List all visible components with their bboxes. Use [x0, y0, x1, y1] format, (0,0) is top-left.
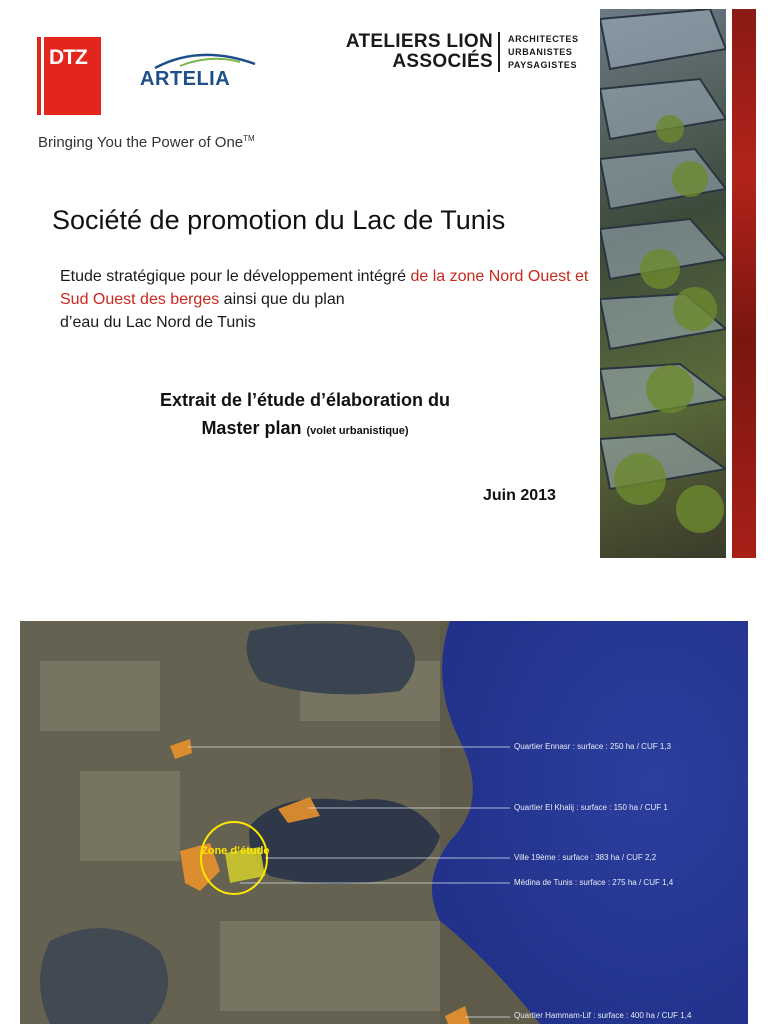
- document-subtitle: [60, 265, 600, 334]
- tagline-text: Bringing You the Power of One: [38, 134, 244, 151]
- extract-line1: Extrait de l’étude d’élaboration du: [159, 390, 451, 410]
- subtitle-red-part: de la zone Nord Ouest et Sud Ouest des berges: [60, 268, 589, 308]
- subtitle-part3: ainsi que du plan: [219, 291, 345, 308]
- ateliers-lion-sub1: ARCHITECTES: [508, 34, 579, 44]
- artelia-swoosh-icon: [150, 48, 260, 70]
- map-label-medina: Médina de Tunis : surface : 275 ha / CUF 1,4: [514, 878, 674, 887]
- map-label-el-khalij: Quartier El Khalij : surface : 150 ha / CUF 1: [514, 803, 668, 812]
- ateliers-lion-sub2: URBANISTES: [508, 47, 573, 57]
- dtz-logo: [37, 37, 101, 115]
- ateliers-lion-professions: [508, 33, 579, 72]
- map-label-ville-19eme: Ville 19ème : surface : 383 ha / CUF 2,2: [514, 853, 657, 862]
- ateliers-lion-name: [346, 32, 493, 72]
- satellite-map: [20, 621, 748, 1024]
- facade-glass-panels-icon: [600, 9, 726, 558]
- extract-master-plan: Master plan: [201, 418, 302, 438]
- ateliers-lion-line1: ATELIERS LION: [345, 31, 493, 52]
- dtz-tagline: [38, 134, 255, 151]
- extract-volet: (volet urbanistique): [306, 425, 409, 437]
- artelia-logo: [140, 48, 265, 92]
- ateliers-lion-line2: ASSOCIÉS: [392, 51, 493, 72]
- ateliers-lion-sub3: PAYSAGISTES: [508, 60, 578, 70]
- map-label-ennasr: Quartier Ennasr : surface : 250 ha / CUF 1,3: [514, 742, 671, 751]
- building-facade-photo: [600, 9, 726, 558]
- document-title: Société de promotion du Lac de Tunis: [52, 205, 506, 235]
- ateliers-lion-divider: [498, 32, 500, 72]
- subtitle-part1: Etude stratégique pour le développement intégré: [60, 268, 411, 285]
- tagline-trademark: TM: [243, 134, 255, 143]
- dtz-logo-stripe: [41, 37, 44, 115]
- ateliers-lion-logo: [338, 30, 588, 80]
- subtitle-part4: d’eau du Lac Nord de Tunis: [60, 314, 256, 331]
- map-graphic: [20, 621, 748, 1024]
- extract-heading: [60, 386, 550, 445]
- artelia-logo-text: ARTELIA: [140, 68, 231, 90]
- dtz-logo-text: DTZ: [49, 46, 87, 69]
- study-zone-label: Zone d’étude: [201, 845, 270, 857]
- red-accent-photo: [732, 9, 756, 558]
- document-date: Juin 2013: [483, 487, 556, 504]
- extract-line2: [60, 414, 550, 445]
- map-label-hammam-lif: Quartier Hammam-Lif : surface : 400 ha / CUF 1,4: [514, 1011, 692, 1020]
